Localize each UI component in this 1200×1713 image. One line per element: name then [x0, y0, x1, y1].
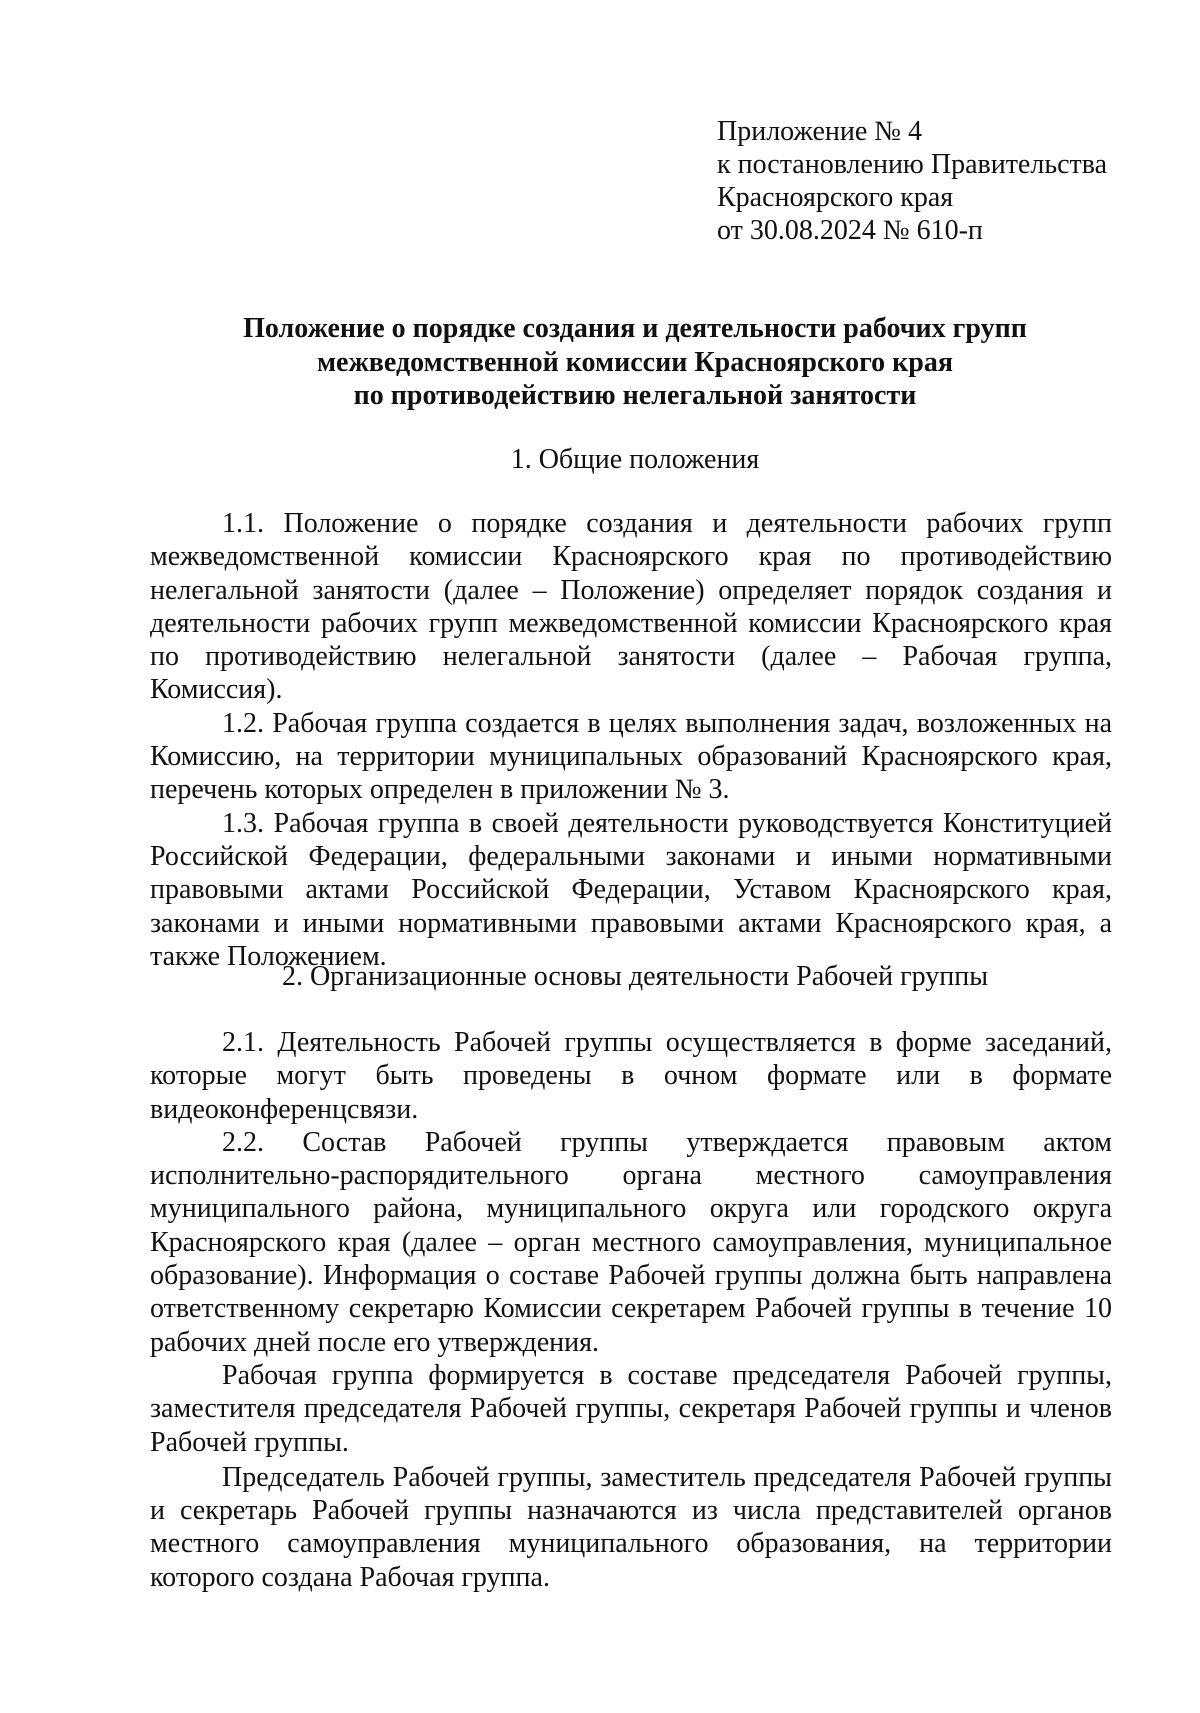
paragraph-1-3: 1.3. Рабочая группа в своей деятельности руководствуется Конституцией Российской Федерации, федеральными законами и иными нормативными правовыми актами Российской Федерации, Уставом Красноярского края, законами и иными нормативными правовыми актами Красноярского края, а также Положением.	[150, 807, 1112, 972]
paragraph-1-2: 1.2. Рабочая группа создается в целях выполнения задач, возложенных на Комиссию, на территории муниципальных образований Красноярского края, перечень которых определен в приложении № 3.	[150, 707, 1112, 806]
document-title	[150, 312, 1120, 413]
paragraph-2-3: Рабочая группа формируется в составе председателя Рабочей группы, заместителя председателя Рабочей группы, секретаря Рабочей группы и членов Рабочей группы.	[150, 1359, 1112, 1458]
appendix-number: Приложение № 4	[717, 116, 922, 147]
paragraph-2-1: 2.1. Деятельность Рабочей группы осуществляется в форме заседаний, которые могут быть проведены в очном формате или в формате видеоконференцсвязи.	[150, 1027, 1112, 1125]
paragraph-2-4: Председатель Рабочей группы, заместитель председателя Рабочей группы и секретарь Рабочей группы назначаются из числа представителей органов местного самоуправления муниципального образования, на территории которого создана Рабочая группа.	[150, 1461, 1112, 1593]
appendix-reference: к постановлению Правительства	[717, 149, 1108, 180]
title-line-3: по противодействию нелегальной занятости	[353, 380, 917, 411]
title-line-2: межведомственной комиссии Красноярского края	[316, 346, 954, 378]
appendix-header	[717, 115, 1107, 247]
section-1-heading: 1. Общие положения	[510, 444, 760, 475]
appendix-date-number: от 30.08.2024 № 610-п	[717, 215, 983, 246]
appendix-region: Красноярского края	[717, 182, 954, 213]
section-2-heading: 2. Организационные основы деятельности Рабочей группы	[281, 961, 989, 992]
paragraph-1-1: 1.1. Положение о порядке создания и деятельности рабочих групп межведомственной комиссии Красноярского края по противодействию нелегальной занятости (далее – Положение) определяет порядок создания и деятельности рабочих групп межведомственной комиссии Красноярского края по противодействию нелегальной занятости (далее – Рабочая группа, Комиссия).	[150, 508, 1112, 706]
paragraph-2-2: 2.2. Состав Рабочей группы утверждается правовым актом исполнительно-распорядительного органа местного самоуправления муниципального района, муниципального округа или городского округа Красноярского края (далее – орган местного самоуправления, муниципальное образование). Информация о составе Рабочей группы должна быть направлена ответственному секретарю Комиссии секретарем Рабочей группы в течение 10 рабочих дней после его утверждения.	[150, 1126, 1112, 1358]
section-1-body	[150, 507, 1112, 973]
title-line-1: Положение о порядке создания и деятельности рабочих групп	[243, 313, 1027, 344]
section-2-body	[150, 1026, 1112, 1594]
